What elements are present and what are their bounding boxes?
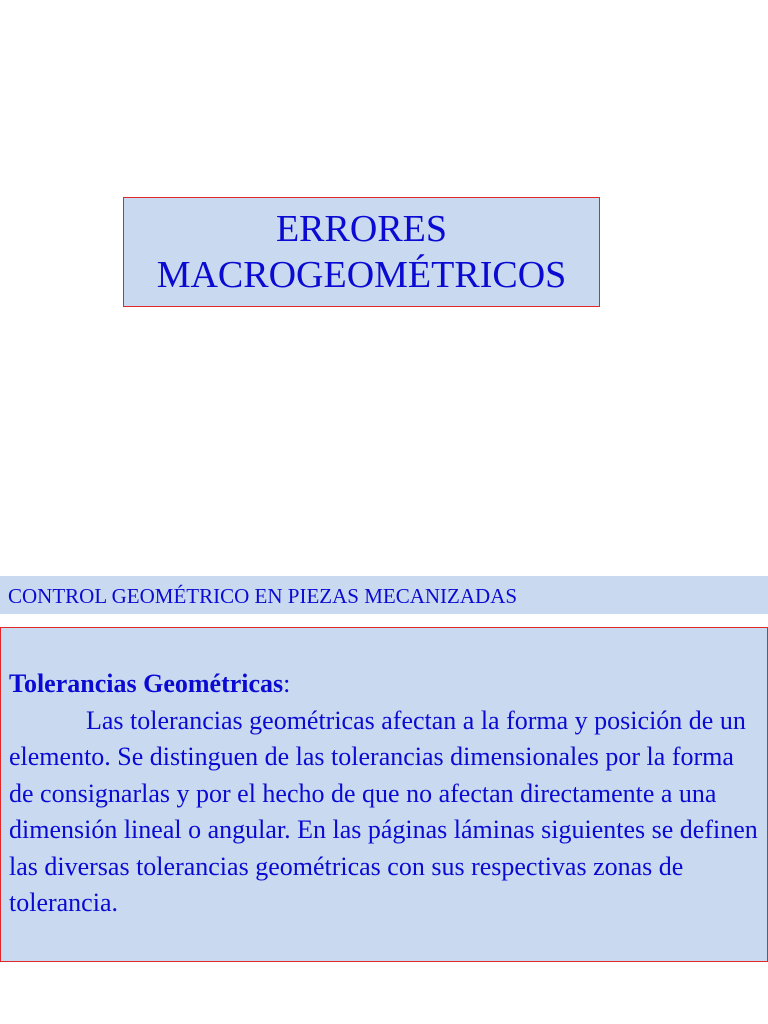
content-subtitle: Tolerancias Geométricas <box>9 669 284 698</box>
title-box <box>123 197 600 307</box>
content-box <box>0 627 768 962</box>
title-line-1: ERRORES <box>275 208 448 250</box>
subtitle-colon: : <box>283 669 291 698</box>
section-header: CONTROL GEOMÉTRICO EN PIEZAS MECANIZADAS <box>0 576 768 614</box>
content-paragraph <box>9 666 759 922</box>
title-line-2: MACROGEOMÉTRICOS <box>156 254 567 296</box>
content-body: Las tolerancias geométricas afectan a la forma y posición de un elemento. Se distinguen de las tolerancias dimensionales por la forma de consignarlas y por el hecho de que no afectan directamente a una dimensión lineal o angular. En las páginas láminas siguientes se definen las diversas tolerancias geométricas con sus respectivas zonas de tolerancia. <box>9 705 758 917</box>
